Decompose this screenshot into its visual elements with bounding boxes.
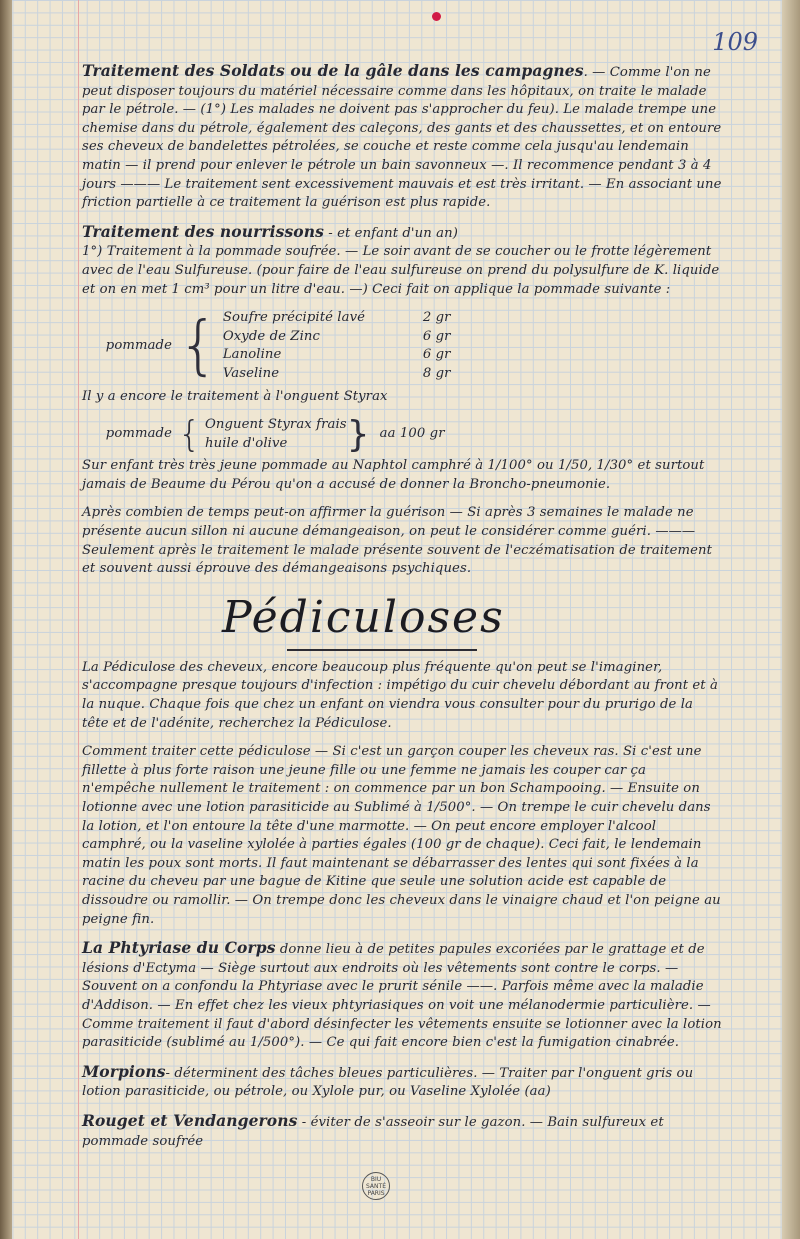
ingredient-name: Soufre précipité lavé bbox=[222, 310, 366, 326]
heading-nourrissons: Traitement des nourrissons bbox=[82, 221, 324, 241]
ingredient-row bbox=[223, 309, 483, 328]
heading-rouget: Rouget et Vendangerons bbox=[82, 1110, 298, 1130]
red-pin-mark bbox=[432, 12, 441, 21]
title-pediculoses: Pédiculoses bbox=[222, 591, 505, 643]
paragraph-nourrissons bbox=[82, 223, 722, 299]
ingredient-name: huile d'olive bbox=[205, 435, 288, 451]
left-brace: { bbox=[178, 413, 202, 455]
page-number: 109 bbox=[712, 28, 758, 56]
pommade-label-1: pommade bbox=[105, 338, 172, 354]
heading-morpions: Morpions bbox=[82, 1061, 166, 1081]
margin-line bbox=[78, 0, 79, 1239]
heading-nourrissons-suffix: - et enfant d'un an) bbox=[328, 225, 458, 241]
ingredient-list-2 bbox=[205, 416, 347, 453]
title-underline bbox=[287, 649, 477, 651]
pommade-formula-2 bbox=[82, 413, 722, 455]
text-nourrissons: 1°) Traitement à la pommade soufrée. — Le soir avant de se coucher ou le frotte légèrement avec de l'eau Sulfureuse. (pour faire de l'eau sulfureuse on prend du polysulfure de K. liquide et on en met 1 cm³ pour un litre d'eau. —) Ceci fait on applique la pommade suivante : bbox=[82, 244, 720, 297]
ingredient-name: Onguent Styrax frais bbox=[205, 417, 347, 433]
binding-edge bbox=[0, 0, 12, 1239]
paragraph-enfant-jeune: Sur enfant très très jeune pommade au Naphtol camphré à 1/100° ou 1/50, 1/30° et surtout jamais de Beaume du Pérou qu'on a accusé de donner la Broncho-pneumonie. bbox=[82, 458, 705, 492]
text-gale-soldats: . — Comme l'on ne peut disposer toujours du matériel nécessaire comme dans les hôpitaux, on traite le malade par le pétrole. — (1°) Les malades ne doivent pas s'approcher du feu). Le malade trempe une chemise dans du pétrole, également des caleçons, des gants et des chaussettes, et on entoure ses cheveux de bandelettes pétrolées, se couche et reste comme cela jusqu'au lendemain matin — il prend pour enlever le pétrole un bain savonneux —. Il recommence pendant 3 à 4 jours ——— Le traitement sent excessivement mauvais et est très irritant. — En associant une friction partielle à ce traitement la guérison est plus rapide. bbox=[82, 65, 722, 211]
library-stamp: BIU SANTÉ PARIS bbox=[362, 1172, 390, 1200]
ingredient-qty: aa 100 gr bbox=[379, 426, 445, 442]
pommade-label-2: pommade bbox=[105, 426, 172, 442]
styrax-intro: Il y a encore le traitement à l'onguent Styrax bbox=[82, 388, 388, 404]
heading-phtyriase: La Phtyriase du Corps bbox=[82, 938, 276, 958]
text-phtyriase: donne lieu à de petites papules excoriées par le grattage et de lésions d'Ectyma — Siège surtout aux endroits où les vêtements sont contre le corps. — Souvent on a confondu la Phtyriase avec le prurit sénile ——. Parfois même avec la maladie d'Addison. — En effet chez les vieux phtyriasiques on voit une mélanodermie particulière. — Comme traitement il faut d'abord désinfecter les vêtements ensuite se lotionner avec la lotion parasiticide (sublimé au 1/500°). — Ce qui fait encore bien c'est la fumigation cinabrée. bbox=[82, 942, 722, 1051]
ingredient-qty: 6 gr bbox=[422, 328, 451, 344]
heading-gale-soldats: Traitement des Soldats ou de la gâle dans les campagnes bbox=[82, 61, 584, 80]
ingredient-name: Oxyde de Zinc bbox=[222, 328, 320, 344]
ingredient-row bbox=[223, 346, 483, 365]
left-brace: { bbox=[178, 309, 219, 384]
paragraph-pediculose-traitement: Comment traiter cette pédiculose — Si c'est un garçon couper les cheveux ras. Si c'est une fillette à plus forte raison une jeune fille ou une femme ne jamais les couper car ça n'empêche nullement le traitement : on commence par un bon Schampooing. — Ensuite on lotionne avec une lotion parasiticide au Sublimé à 1/500°. — On trempe le cuir chevelu dans la lotion, et l'on entoure la tête d'une marmotte. — On peut encore employer l'alcool camphré, ou la vaseline xylolée à parties égales (100 gr de chaque). Ceci fait, le lendemain matin les poux sont morts. Il faut maintenant se débarrasser des lentes qui sont fixées à la racine du cheveu par une bague de Kitine que seule une solution acide est capable de dissoudre ou ramollir. — On trempe donc les cheveux dans le vinaigre chaud et l'on peigne au peigne fin. bbox=[82, 744, 721, 927]
ingredient-list-1 bbox=[223, 309, 483, 383]
page-edge bbox=[782, 0, 800, 1239]
paragraph-guerison: Après combien de temps peut-on affirmer la guérison — Si après 3 semaines le malade ne présente aucun sillon ni aucune démangeaison, on peut le considérer comme guéri. ——— Seulement après le traitement le malade présente souvent de l'eczématisation de traitement et souvent aussi éprouve des démangeaisons psychiques. bbox=[82, 505, 712, 577]
right-brace: } bbox=[346, 413, 370, 455]
ingredient-qty: 2 gr bbox=[422, 310, 451, 326]
paragraph-morpions bbox=[82, 1063, 722, 1102]
ingredient-row bbox=[223, 365, 483, 384]
ingredient-name: Lanoline bbox=[222, 347, 282, 363]
paragraph-rouget bbox=[82, 1112, 722, 1151]
handwritten-content bbox=[82, 62, 722, 1161]
paragraph-pediculose-intro: La Pédiculose des cheveux, encore beaucoup plus fréquente qu'on peut se l'imaginer, s'accompagne presque toujours d'infection : impétigo du cuir chevelu débordant au front et à la nuque. Chaque fois que chez un enfant on viendra vous consulter pour du prurigo de la tête et de l'adénite, recherchez la Pédiculose. bbox=[82, 659, 718, 731]
pommade-formula-1 bbox=[82, 309, 722, 383]
ingredient-qty: 8 gr bbox=[422, 365, 451, 381]
ingredient-row bbox=[223, 328, 483, 347]
ingredient-name: Vaseline bbox=[222, 365, 280, 381]
paragraph-phtyriase bbox=[82, 939, 722, 1053]
text-morpions: - déterminent des tâches bleues particulières. — Traiter par l'onguent gris ou lotion parasiticide, ou pétrole, ou Xylole pur, ou Vaseline Xylolée (aa) bbox=[82, 1065, 694, 1100]
ingredient-qty: 6 gr bbox=[422, 347, 451, 363]
paragraph-gale-soldats bbox=[82, 62, 722, 213]
text-rouget: - éviter de s'asseoir sur le gazon. — Bain sulfureux et pommade soufrée bbox=[82, 1114, 664, 1149]
